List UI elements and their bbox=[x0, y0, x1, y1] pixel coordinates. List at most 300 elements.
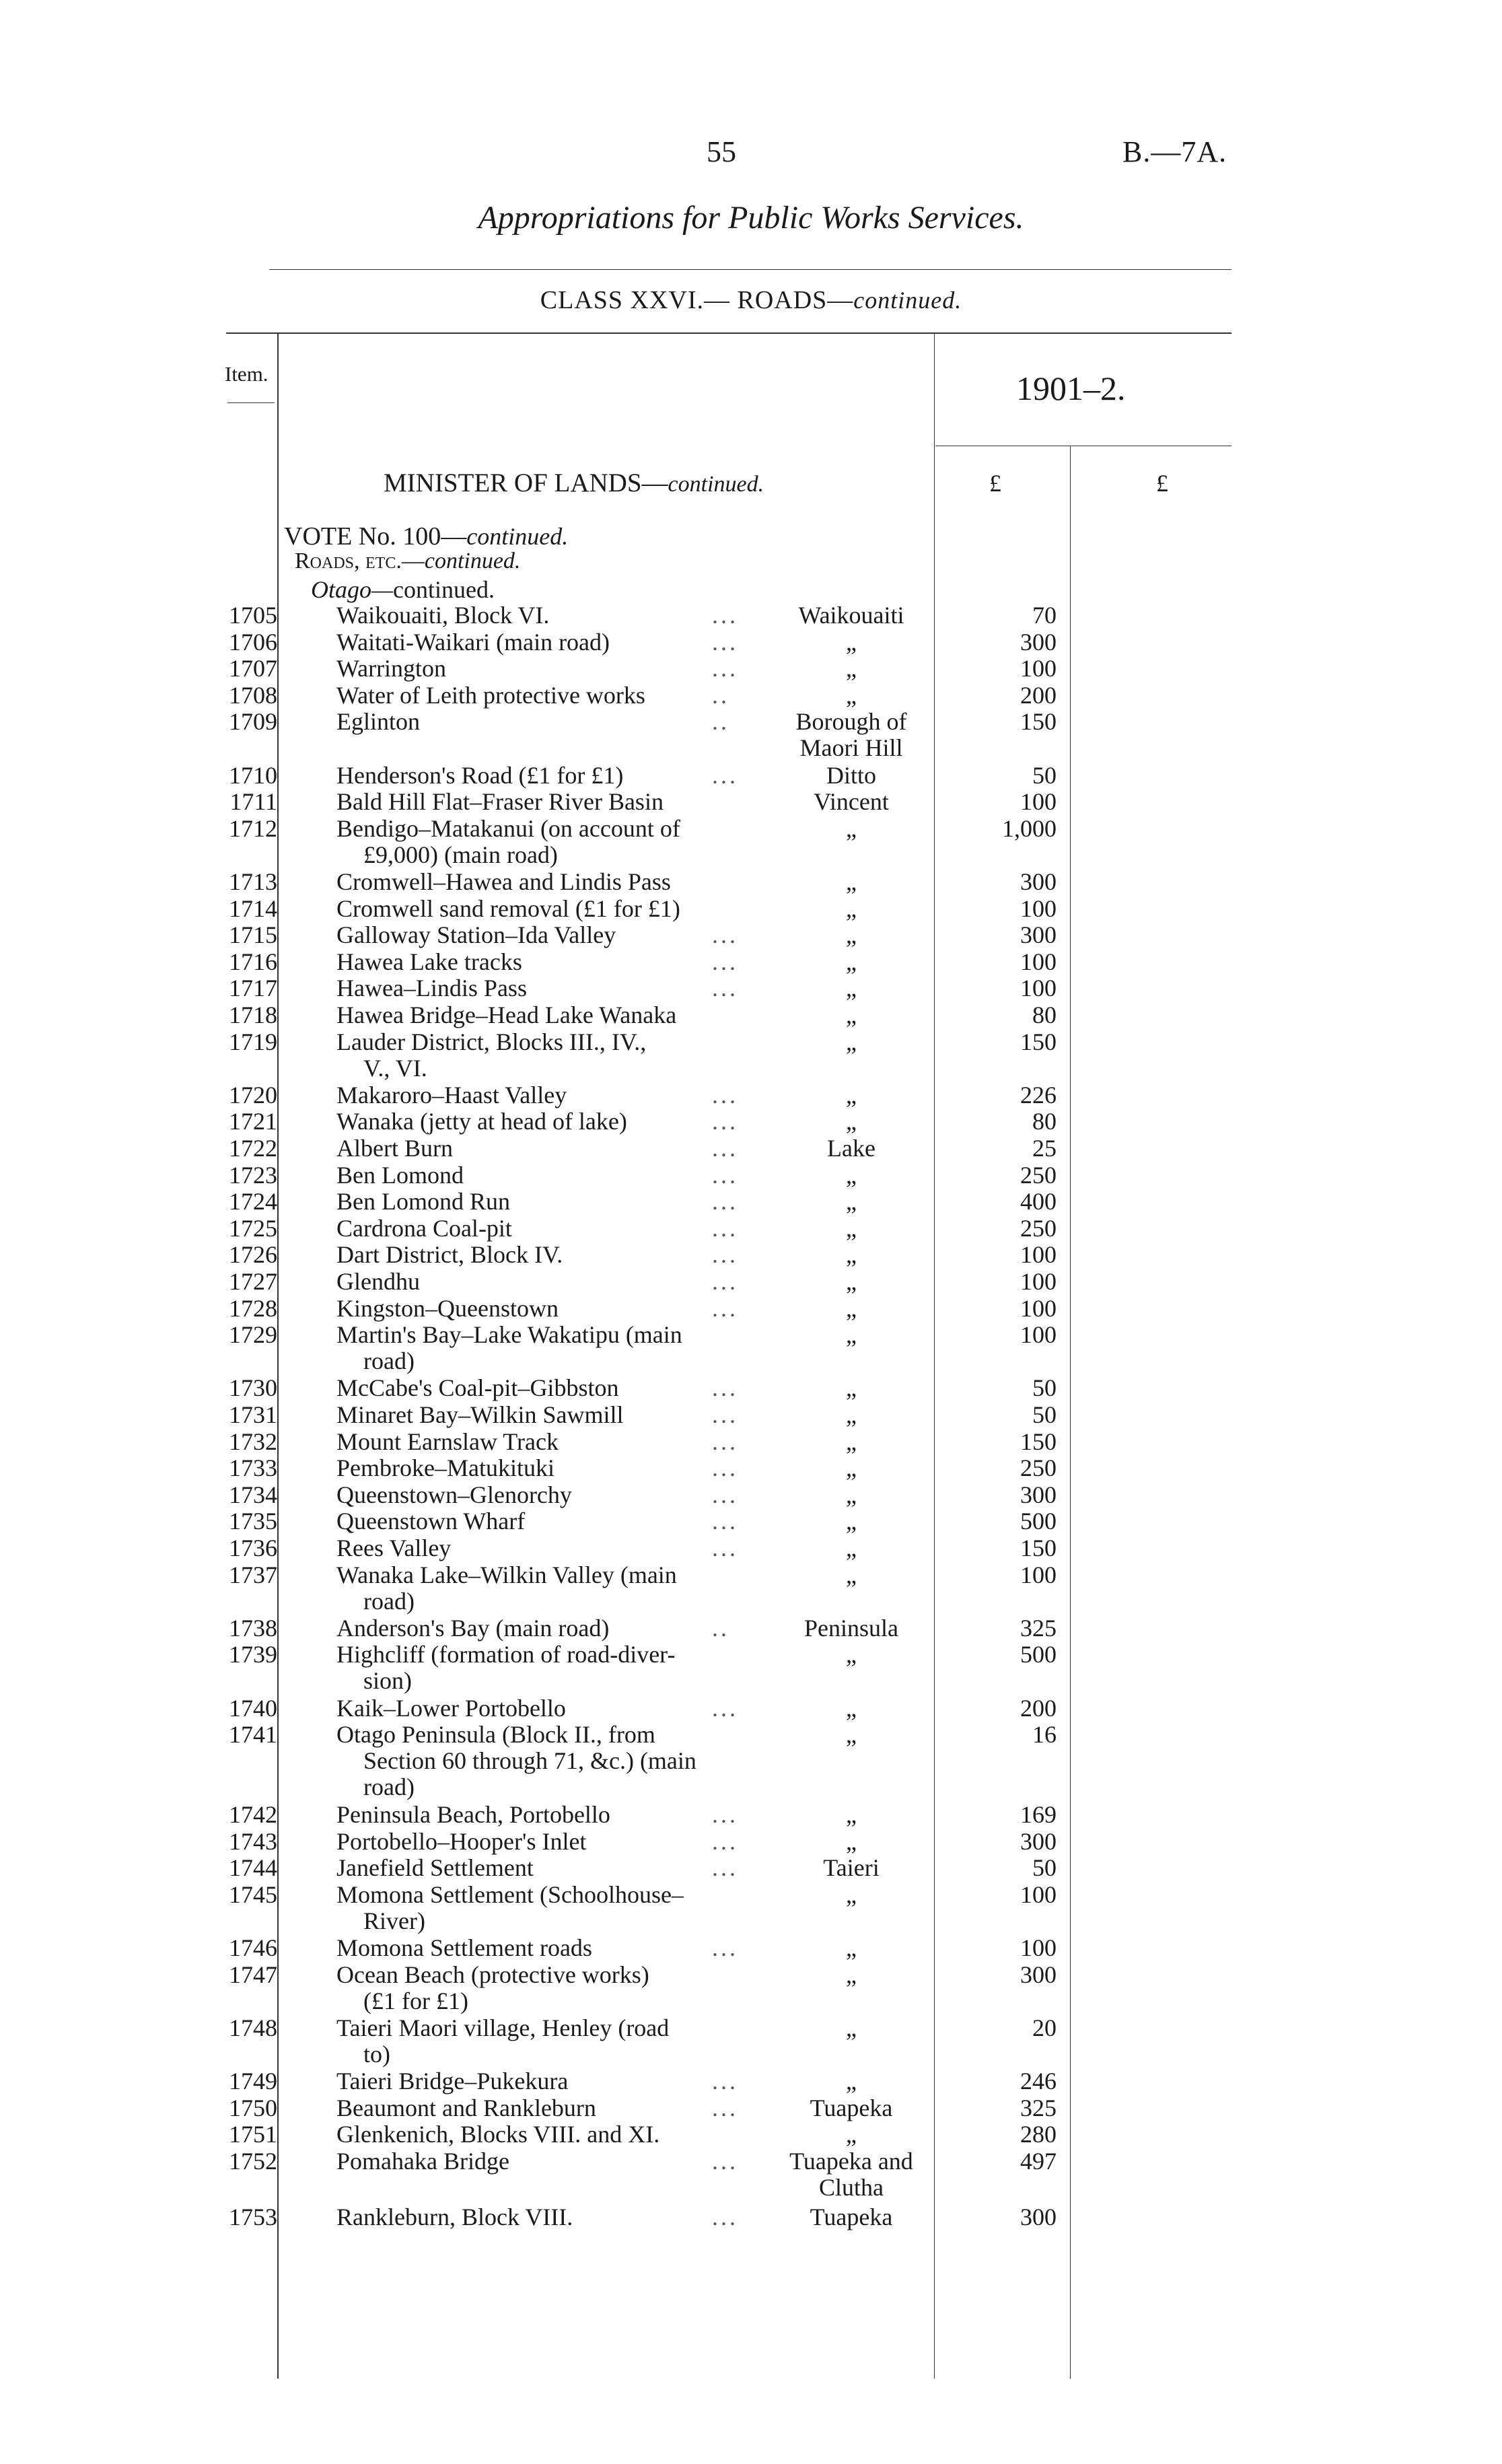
amount: 325 bbox=[1020, 1614, 1057, 1642]
item-number: 1740 bbox=[229, 1694, 277, 1722]
district bbox=[767, 2015, 935, 2041]
item-number: 1738 bbox=[229, 1614, 277, 1642]
item-number: 1744 bbox=[229, 1854, 277, 1882]
title-rule bbox=[269, 269, 1231, 270]
item-description bbox=[336, 1802, 767, 1828]
district bbox=[767, 1242, 935, 1268]
item-number: 1711 bbox=[229, 788, 277, 816]
amount: 200 bbox=[1020, 1694, 1057, 1722]
district-name: „ bbox=[846, 1081, 857, 1108]
item-description bbox=[336, 1375, 767, 1401]
leader-dots: ... bbox=[712, 1401, 738, 1428]
item-description bbox=[336, 1829, 767, 1855]
leader-dots: ... bbox=[712, 761, 738, 789]
item-number: 1724 bbox=[229, 1188, 277, 1216]
leader-dots: .. bbox=[712, 708, 729, 736]
district bbox=[767, 1962, 935, 1988]
item-description-text: Bendigo–Matakanui (on account of bbox=[336, 814, 680, 842]
district-name: „ bbox=[846, 1561, 857, 1588]
district bbox=[767, 1029, 935, 1055]
amount: 100 bbox=[1020, 1934, 1057, 1961]
amount: 300 bbox=[1020, 921, 1057, 949]
leader-dots: ... bbox=[712, 1428, 738, 1455]
district-name: „ bbox=[846, 948, 857, 975]
item-description bbox=[336, 1935, 767, 1961]
item-description-text: Martin's Bay–Lake Wakatipu (main bbox=[336, 1321, 682, 1349]
item-description-text: Anderson's Bay (main road) bbox=[336, 1614, 610, 1642]
amount: 325 bbox=[1020, 2094, 1057, 2121]
amount: 500 bbox=[1020, 1641, 1057, 1668]
item-description-continuation: Section 60 through 71, &c.) (main bbox=[363, 1747, 696, 1775]
item-description-text: Pembroke–Matukituki bbox=[336, 1454, 555, 1482]
amount: 500 bbox=[1020, 1508, 1057, 1535]
item-description bbox=[336, 869, 767, 895]
item-description-text: Ben Lomond Run bbox=[336, 1188, 510, 1216]
district bbox=[767, 922, 935, 948]
item-description-text: Ben Lomond bbox=[336, 1161, 464, 1189]
amount: 150 bbox=[1020, 1535, 1057, 1561]
district-name: „ bbox=[846, 1694, 857, 1722]
district-name: Lake bbox=[827, 1135, 875, 1162]
item-description-text: Eglinton bbox=[336, 708, 420, 736]
district bbox=[767, 2204, 935, 2230]
amount: 100 bbox=[1020, 948, 1057, 975]
item-description-continuation: V., VI. bbox=[363, 1054, 427, 1082]
amount: 150 bbox=[1020, 708, 1057, 736]
item-description-text: Cromwell–Hawea and Lindis Pass bbox=[336, 868, 671, 895]
leader-dots: ... bbox=[712, 1481, 738, 1508]
item-description bbox=[336, 1322, 767, 1374]
item-description bbox=[336, 1029, 767, 1082]
item-description-continuation: sion) bbox=[363, 1667, 412, 1695]
item-description-text: Momona Settlement roads bbox=[336, 1934, 592, 1961]
district-name: „ bbox=[846, 1481, 857, 1508]
vote-label: VOTE No. 100— bbox=[284, 522, 467, 551]
item-number: 1712 bbox=[229, 814, 277, 842]
item-number: 1753 bbox=[229, 2204, 277, 2230]
district-name: „ bbox=[846, 1428, 857, 1455]
district bbox=[767, 896, 935, 922]
amount: 497 bbox=[1020, 2147, 1057, 2175]
item-number: 1749 bbox=[229, 2068, 277, 2095]
item-number: 1713 bbox=[229, 868, 277, 895]
amount: 100 bbox=[1020, 1561, 1057, 1588]
amount: 150 bbox=[1020, 1028, 1057, 1055]
item-description bbox=[336, 2121, 767, 2148]
item-number: 1750 bbox=[229, 2094, 277, 2121]
item-description bbox=[336, 2148, 767, 2175]
item-description-continuation: £9,000) (main road) bbox=[363, 841, 558, 868]
leader-dots: ... bbox=[712, 1214, 738, 1242]
vote-heading bbox=[284, 522, 568, 551]
district-name: Waikouaiti bbox=[798, 602, 904, 629]
item-description-text: Momona Settlement (Schoolhouse– bbox=[336, 1880, 684, 1908]
amount: 50 bbox=[1032, 1401, 1057, 1428]
district-name: „ bbox=[846, 814, 857, 842]
item-number: 1716 bbox=[229, 948, 277, 975]
item-description bbox=[336, 1695, 767, 1722]
page-title-text: Appropriations for Public Works Services. bbox=[478, 200, 1024, 236]
year-column-header: 1901–2. bbox=[1016, 369, 1126, 407]
item-description-text: Ocean Beach (protective works) bbox=[336, 1961, 649, 1988]
item-number: 1719 bbox=[229, 1028, 277, 1055]
item-column-header: Item. bbox=[225, 362, 269, 386]
item-description-text: Warrington bbox=[336, 655, 447, 682]
item-description-text: Kingston–Queenstown bbox=[336, 1294, 559, 1322]
item-number: 1748 bbox=[229, 2014, 277, 2041]
district-name: „ bbox=[846, 975, 857, 1002]
item-number: 1745 bbox=[229, 1880, 277, 1908]
district bbox=[767, 1429, 935, 1455]
item-number: 1741 bbox=[229, 1721, 277, 1749]
district bbox=[767, 1802, 935, 1828]
item-description bbox=[336, 709, 767, 735]
district bbox=[767, 682, 935, 709]
item-description bbox=[336, 1269, 767, 1295]
district bbox=[767, 1269, 935, 1295]
item-description-text: Wanaka Lake–Wilkin Valley (main bbox=[336, 1561, 677, 1588]
item-number: 1715 bbox=[229, 921, 277, 949]
item-header-underline bbox=[227, 402, 275, 403]
district-name: „ bbox=[846, 1641, 857, 1668]
district bbox=[767, 709, 935, 761]
item-description bbox=[336, 1296, 767, 1322]
leader-dots: ... bbox=[712, 1508, 738, 1535]
item-number: 1728 bbox=[229, 1294, 277, 1322]
leader-dots: ... bbox=[712, 1294, 738, 1322]
district-name: „ bbox=[846, 1321, 857, 1349]
item-description-text: Lauder District, Blocks III., IV., bbox=[336, 1028, 647, 1055]
amount: 400 bbox=[1020, 1188, 1057, 1216]
district-name: „ bbox=[846, 1241, 857, 1269]
item-number: 1743 bbox=[229, 1827, 277, 1855]
item-description-text: Pomahaka Bridge bbox=[336, 2147, 509, 2175]
item-description-text: Cromwell sand removal (£1 for £1) bbox=[336, 894, 680, 922]
leader-dots: .. bbox=[712, 1614, 729, 1642]
district bbox=[767, 869, 935, 895]
roads-heading bbox=[295, 549, 520, 574]
item-number: 1709 bbox=[229, 708, 277, 736]
amount: 250 bbox=[1020, 1161, 1057, 1189]
district-name: „ bbox=[846, 868, 857, 895]
page-title bbox=[0, 199, 1502, 236]
district bbox=[767, 1455, 935, 1481]
otago-label: Otago— bbox=[311, 576, 394, 603]
amount: 169 bbox=[1020, 1801, 1057, 1828]
item-description bbox=[336, 629, 767, 656]
item-description-text: Henderson's Road (£1 for £1) bbox=[336, 761, 624, 789]
district-name: Tuapeka bbox=[810, 2094, 893, 2121]
district bbox=[767, 1562, 935, 1588]
district-name-continuation: Maori Hill bbox=[799, 734, 903, 762]
item-description-text: Minaret Bay–Wilkin Sawmill bbox=[336, 1401, 624, 1428]
amount: 50 bbox=[1032, 1854, 1057, 1882]
otago-continued: continued. bbox=[393, 576, 495, 603]
leader-dots: ... bbox=[712, 1108, 738, 1135]
item-description-continuation: road) bbox=[363, 1773, 415, 1801]
item-description-text: Queenstown Wharf bbox=[336, 1508, 526, 1535]
district bbox=[767, 2148, 935, 2201]
item-description bbox=[336, 789, 767, 815]
district-name: „ bbox=[846, 1934, 857, 1961]
amount: 100 bbox=[1020, 975, 1057, 1002]
district-name: Vincent bbox=[814, 788, 889, 816]
leader-dots: ... bbox=[712, 655, 738, 682]
item-description bbox=[336, 1135, 767, 1162]
amount: 300 bbox=[1020, 1961, 1057, 1988]
district bbox=[767, 1508, 935, 1535]
leader-dots: ... bbox=[712, 1374, 738, 1402]
item-number: 1737 bbox=[229, 1561, 277, 1588]
district-name: Tuapeka bbox=[810, 2204, 893, 2230]
leader-dots: ... bbox=[712, 921, 738, 949]
amount: 300 bbox=[1020, 628, 1057, 656]
item-number: 1726 bbox=[229, 1241, 277, 1269]
item-description-text: Peninsula Beach, Portobello bbox=[336, 1801, 610, 1828]
district-name: „ bbox=[846, 2068, 857, 2095]
item-number: 1714 bbox=[229, 894, 277, 922]
district bbox=[767, 1482, 935, 1508]
leader-dots: ... bbox=[712, 628, 738, 656]
amount: 150 bbox=[1020, 1428, 1057, 1455]
amount: 100 bbox=[1020, 1880, 1057, 1908]
item-description bbox=[336, 1002, 767, 1028]
amount: 250 bbox=[1020, 1214, 1057, 1242]
item-number: 1746 bbox=[229, 1934, 277, 1961]
district bbox=[767, 602, 935, 629]
item-description bbox=[336, 2068, 767, 2095]
amount: 70 bbox=[1032, 602, 1057, 629]
district-name: „ bbox=[846, 921, 857, 949]
district-name: „ bbox=[846, 1214, 857, 1242]
class-heading bbox=[0, 285, 1502, 315]
district bbox=[767, 2068, 935, 2095]
item-description bbox=[336, 763, 767, 789]
amount: 100 bbox=[1020, 1321, 1057, 1349]
district-name: „ bbox=[846, 1454, 857, 1482]
amount: 20 bbox=[1032, 2014, 1057, 2041]
item-number: 1717 bbox=[229, 975, 277, 1002]
item-number: 1735 bbox=[229, 1508, 277, 1535]
district bbox=[767, 1162, 935, 1189]
district bbox=[767, 1296, 935, 1322]
item-description-text: Hawea Lake tracks bbox=[336, 948, 522, 975]
district-name: „ bbox=[846, 681, 857, 709]
district-name: Borough of bbox=[795, 708, 907, 736]
amount: 16 bbox=[1032, 1721, 1057, 1749]
district bbox=[767, 1216, 935, 1242]
district-name-continuation: Clutha bbox=[819, 2173, 884, 2201]
amount: 50 bbox=[1032, 1374, 1057, 1402]
district-name: Ditto bbox=[826, 761, 876, 789]
item-description-text: Waitati-Waikari (main road) bbox=[336, 628, 610, 656]
item-description-text: Water of Leith protective works bbox=[336, 681, 645, 709]
item-description bbox=[336, 949, 767, 975]
item-description-text: Hawea Bridge–Head Lake Wanaka bbox=[336, 1001, 677, 1028]
item-column-divider bbox=[277, 332, 279, 2379]
item-number: 1721 bbox=[229, 1108, 277, 1135]
district bbox=[767, 949, 935, 975]
item-description bbox=[336, 1722, 767, 1800]
district bbox=[767, 2095, 935, 2121]
leader-dots: ... bbox=[712, 1268, 738, 1295]
item-description-text: Wanaka (jetty at head of lake) bbox=[336, 1108, 627, 1135]
amount: 80 bbox=[1032, 1108, 1057, 1135]
item-description bbox=[336, 1535, 767, 1561]
item-description bbox=[336, 1082, 767, 1108]
item-number: 1706 bbox=[229, 628, 277, 656]
district bbox=[767, 975, 935, 1001]
amount-column-divider bbox=[1070, 446, 1071, 2379]
leader-dots: ... bbox=[712, 1801, 738, 1828]
item-number: 1751 bbox=[229, 2121, 277, 2148]
item-description bbox=[336, 1615, 767, 1642]
leader-dots: ... bbox=[712, 2204, 738, 2230]
district bbox=[767, 1695, 935, 1722]
item-description bbox=[336, 1455, 767, 1481]
leader-dots: ... bbox=[712, 1454, 738, 1482]
district-name: „ bbox=[846, 628, 857, 656]
item-description bbox=[336, 1962, 767, 2014]
district bbox=[767, 1189, 935, 1215]
item-number: 1734 bbox=[229, 1481, 277, 1508]
district bbox=[767, 1002, 935, 1028]
item-number: 1727 bbox=[229, 1268, 277, 1295]
item-description bbox=[336, 1482, 767, 1508]
district-name: „ bbox=[846, 655, 857, 682]
amount: 300 bbox=[1020, 1481, 1057, 1508]
item-description bbox=[336, 1429, 767, 1455]
district bbox=[767, 763, 935, 789]
amount: 280 bbox=[1020, 2121, 1057, 2148]
item-description-continuation: (£1 for £1) bbox=[363, 1987, 468, 2014]
amount: 100 bbox=[1020, 1241, 1057, 1269]
item-description-continuation: to) bbox=[363, 2040, 390, 2068]
item-description-text: Galloway Station–Ida Valley bbox=[336, 921, 616, 949]
item-description-text: Taieri Bridge–Pukekura bbox=[336, 2068, 569, 2095]
table-top-rule bbox=[226, 332, 1231, 334]
amount: 100 bbox=[1020, 1268, 1057, 1295]
item-description-continuation: River) bbox=[363, 1907, 425, 1934]
district-name: „ bbox=[846, 1108, 857, 1135]
district bbox=[767, 1402, 935, 1428]
minister-continued: continued. bbox=[668, 472, 764, 497]
district bbox=[767, 1535, 935, 1561]
leader-dots: .. bbox=[712, 681, 729, 709]
item-description bbox=[336, 816, 767, 868]
district-name: „ bbox=[846, 1001, 857, 1028]
amount: 1,000 bbox=[1002, 814, 1057, 842]
district bbox=[767, 629, 935, 656]
item-description-text: Otago Peninsula (Block II., from bbox=[336, 1721, 655, 1749]
district bbox=[767, 1855, 935, 1881]
amount: 100 bbox=[1020, 894, 1057, 922]
district bbox=[767, 1615, 935, 1642]
pound-column-1: £ bbox=[989, 470, 1001, 497]
district-name: „ bbox=[846, 894, 857, 922]
district-name: Peninsula bbox=[804, 1614, 898, 1642]
item-description bbox=[336, 1402, 767, 1428]
item-description bbox=[336, 1508, 767, 1535]
district-name: „ bbox=[846, 1721, 857, 1749]
item-number: 1739 bbox=[229, 1641, 277, 1668]
leader-dots: ... bbox=[712, 1854, 738, 1882]
item-number: 1736 bbox=[229, 1535, 277, 1561]
item-description-text: Beaumont and Rankleburn bbox=[336, 2094, 596, 2121]
item-description bbox=[336, 1882, 767, 1934]
leader-dots: ... bbox=[712, 948, 738, 975]
item-description bbox=[336, 656, 767, 682]
district bbox=[767, 656, 935, 682]
item-description-continuation: road) bbox=[363, 1587, 415, 1615]
district-name: „ bbox=[846, 1880, 857, 1908]
amount: 300 bbox=[1020, 2204, 1057, 2230]
amount: 250 bbox=[1020, 1454, 1057, 1482]
item-description bbox=[336, 922, 767, 948]
district bbox=[767, 816, 935, 842]
item-description-text: Waikouaiti, Block VI. bbox=[336, 602, 550, 629]
item-description bbox=[336, 682, 767, 709]
pound-column-2: £ bbox=[1156, 470, 1168, 497]
minister-heading bbox=[384, 468, 764, 498]
district bbox=[767, 1722, 935, 1748]
item-number: 1733 bbox=[229, 1454, 277, 1482]
leader-dots: ... bbox=[712, 2068, 738, 2095]
item-description-text: Dart District, Block IV. bbox=[336, 1241, 563, 1269]
amount: 100 bbox=[1020, 1294, 1057, 1322]
district bbox=[767, 789, 935, 815]
leader-dots: ... bbox=[712, 1934, 738, 1961]
item-description-text: McCabe's Coal-pit–Gibbston bbox=[336, 1374, 619, 1402]
item-description bbox=[336, 975, 767, 1001]
district-name: „ bbox=[846, 1827, 857, 1855]
district-name: „ bbox=[846, 1401, 857, 1428]
district-name: „ bbox=[846, 1268, 857, 1295]
item-description-text: Hawea–Lindis Pass bbox=[336, 975, 527, 1002]
district-name: „ bbox=[846, 1294, 857, 1322]
district bbox=[767, 1935, 935, 1961]
item-number: 1725 bbox=[229, 1214, 277, 1242]
district-name: „ bbox=[846, 1508, 857, 1535]
item-description-text: Rees Valley bbox=[336, 1535, 452, 1561]
amount: 300 bbox=[1020, 868, 1057, 895]
class-continued: continued. bbox=[853, 287, 962, 314]
item-number: 1710 bbox=[229, 761, 277, 789]
item-description bbox=[336, 896, 767, 922]
item-description bbox=[336, 1108, 767, 1135]
item-number: 1722 bbox=[229, 1135, 277, 1162]
minister-label: MINISTER OF LANDS— bbox=[384, 468, 668, 497]
district bbox=[767, 1375, 935, 1401]
item-description bbox=[336, 1562, 767, 1615]
item-description-text: Cardrona Coal-pit bbox=[336, 1214, 512, 1242]
amount: 50 bbox=[1032, 761, 1057, 789]
item-number: 1705 bbox=[229, 602, 277, 629]
district-name: „ bbox=[846, 1801, 857, 1828]
amount: 200 bbox=[1020, 681, 1057, 709]
amount: 246 bbox=[1020, 2068, 1057, 2095]
item-description-text: Queenstown–Glenorchy bbox=[336, 1481, 572, 1508]
item-description-text: Bald Hill Flat–Fraser River Basin bbox=[336, 788, 664, 816]
item-description bbox=[336, 1162, 767, 1189]
item-description-text: Kaik–Lower Portobello bbox=[336, 1694, 566, 1722]
leader-dots: ... bbox=[712, 1161, 738, 1189]
district bbox=[767, 1135, 935, 1162]
district bbox=[767, 2121, 935, 2148]
item-description-text: Albert Burn bbox=[336, 1135, 453, 1162]
amount: 300 bbox=[1020, 1827, 1057, 1855]
leader-dots: ... bbox=[712, 1188, 738, 1216]
